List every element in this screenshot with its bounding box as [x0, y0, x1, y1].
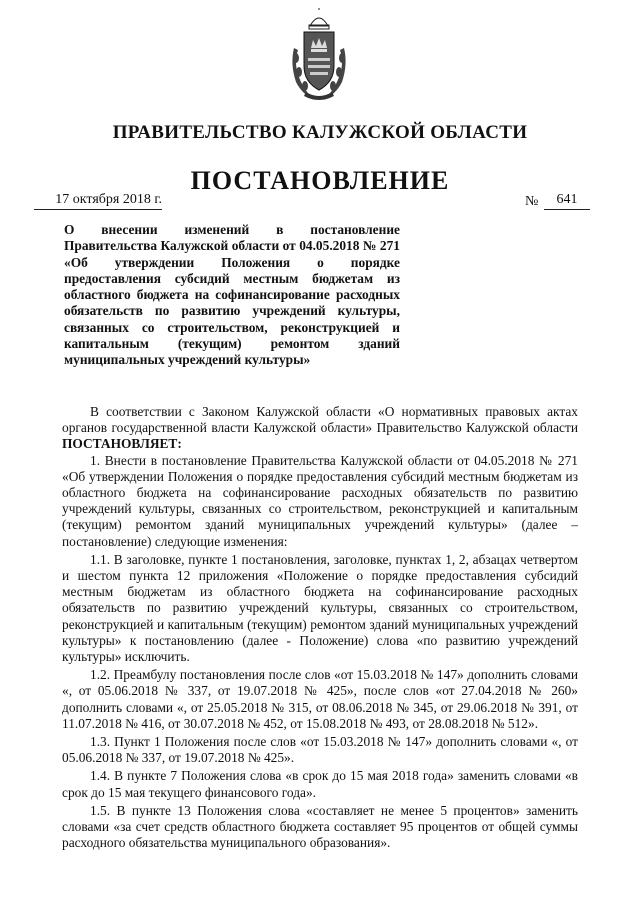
intro-paragraph — [62, 404, 578, 453]
paragraph-1: 1. Внести в постановление Правительства Калужской области от 04.05.2018 № 271 «Об утверждении Положения о порядке предоставления субсидий местным бюджетам из областного бюджета на софинансирование расходных обязательств по развитию учреждений культуры, связанных со строительством, реконструкцией и капитальным (текущим) ремонтом зданий муниципальных учреждений культуры» (далее – постановление) следующие изменения: — [62, 452, 578, 549]
government-title: ПРАВИТЕЛЬСТВО КАЛУЖСКОЙ ОБЛАСТИ — [112, 122, 528, 143]
paragraph-1-2: 1.2. Преамбулу постановления после слов «от 15.03.2018 № 147» дополнить словами «, от 05.06.2018 № 337, от 19.07.2018 № 425», после слов «от 27.04.2018 № 260» дополнить словами «, от 25.05.2018 № 315, от 08.06.2018 № 345, от 29.06.2018 № 391, от 11.07.2018 № 416, от 30.07.2018 № 452, от 15.08.2018 № 493, от 28.08.2018 № 512». — [62, 667, 578, 731]
kaluga-coat-of-arms-icon — [288, 8, 350, 104]
document-body — [62, 404, 578, 853]
paragraph-1-5: 1.5. В пункте 13 Положения слова «составляет не менее 5 процентов» заменить словами «за счет средств областного бюджета составляет 95 процентов от общей суммы расходного обязательства муниципального образования». — [62, 802, 578, 851]
document-date: 17 октября 2018 г. — [34, 192, 162, 210]
decree-word: ПОСТАНОВЛЯЕТ: — [62, 436, 182, 452]
paragraph-1-1: 1.1. В заголовке, пункте 1 постановления, заголовке, пунктах 1, 2, абзацах четвертом и шестом пункта 12 приложения «Положение о порядке предоставления субсидий местным бюджетам из областного бюджета на софинансирование расходных обязательств по развитию учреждений культуры, связанных со строительством, реконструкцией и капитальным (текущим) ремонтом зданий муниципальных учреждений культуры» к постановлению (далее - Положение) слова «по развитию учреждений культуры» исключить. — [62, 551, 578, 665]
document-subject: О внесении изменений в постановление Правительства Калужской области от 04.05.2018 № 271 «Об утверждении Положения о порядке предоставления субсидий местным бюджетам из областного бюджета на софинансирование расходных обязательств по развитию учреждений культуры, связанных со строительством, реконструкцией и капитальным (текущим) ремонтом зданий муниципальных учреждений культуры» — [64, 222, 400, 368]
paragraph-1-4: 1.4. В пункте 7 Положения слова «в срок до 15 мая 2018 года» заменить словами «в срок до 15 мая текущего финансового года». — [62, 768, 578, 800]
intro-text: В соответствии с Законом Калужской области «О нормативных правовых актах органов государственной власти Калужской области» Правительство Калужской области — [62, 404, 578, 436]
document-type-heading: ПОСТАНОВЛЕНИЕ — [190, 166, 450, 195]
paragraph-1-3: 1.3. Пункт 1 Положения после слов «от 15.03.2018 № 147» дополнить словами «, от 05.06.2018 № 337, от 19.07.2018 № 425». — [62, 734, 578, 766]
document-number-label: № — [525, 194, 539, 209]
document-number: 641 — [544, 192, 590, 210]
